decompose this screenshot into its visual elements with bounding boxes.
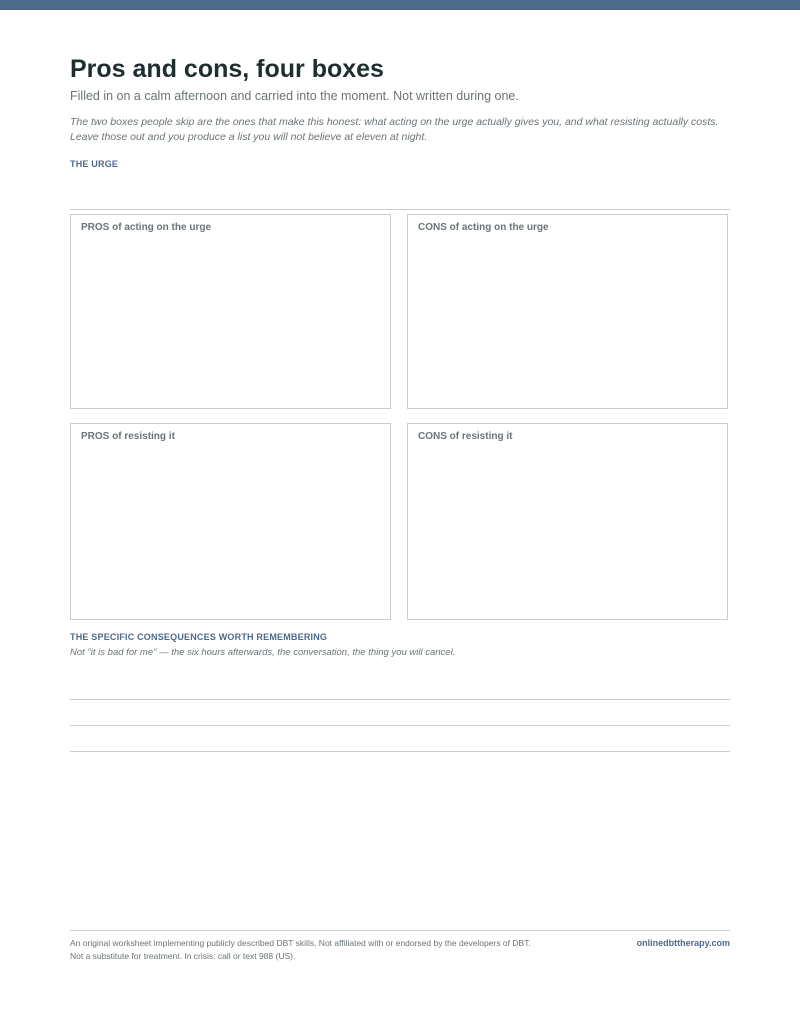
cons-resisting-box[interactable] [407,423,728,620]
cons-acting-label: CONS of acting on the urge [418,222,549,233]
urge-write-line[interactable] [70,209,730,210]
footer-divider [70,930,730,931]
cons-acting-box[interactable] [407,214,728,409]
top-accent-bar [0,0,800,10]
pros-resisting-box[interactable] [70,423,391,620]
consequence-write-line[interactable] [70,699,730,700]
urge-label: THE URGE [70,159,119,169]
consequences-label: THE SPECIFIC CONSEQUENCES WORTH REMEMBERING [70,632,328,642]
worksheet-subtitle: Filled in on a calm afternoon and carried into the moment. Not written during one. [70,89,519,103]
worksheet-title: Pros and cons, four boxes [70,55,384,83]
footer-disclaimer-line: An original worksheet implementing publicly described DBT skills. Not affiliated with or endorsed by the developers of DBT. [70,938,531,948]
consequence-write-line[interactable] [70,751,730,752]
footer-site-link[interactable]: onlinedbttherapy.com [636,938,730,948]
consequence-write-line[interactable] [70,725,730,726]
cons-resisting-label: CONS of resisting it [418,431,513,442]
footer-disclaimer [70,937,630,963]
consequences-note: Not "it is bad for me" — the six hours afterwards, the conversation, the thing you will cancel. [70,647,456,658]
pros-resisting-label: PROS of resisting it [81,431,175,442]
footer-crisis-line: Not a substitute for treatment. In crisis: call or text 988 (US). [70,951,296,961]
pros-acting-label: PROS of acting on the urge [81,222,212,233]
pros-acting-box[interactable] [70,214,391,409]
worksheet-intro: The two boxes people skip are the ones that make this honest: what acting on the urge actually gives you, and what resisting actually costs. Leave those out and you produce a list you will not believe at eleven at night. [70,116,719,143]
